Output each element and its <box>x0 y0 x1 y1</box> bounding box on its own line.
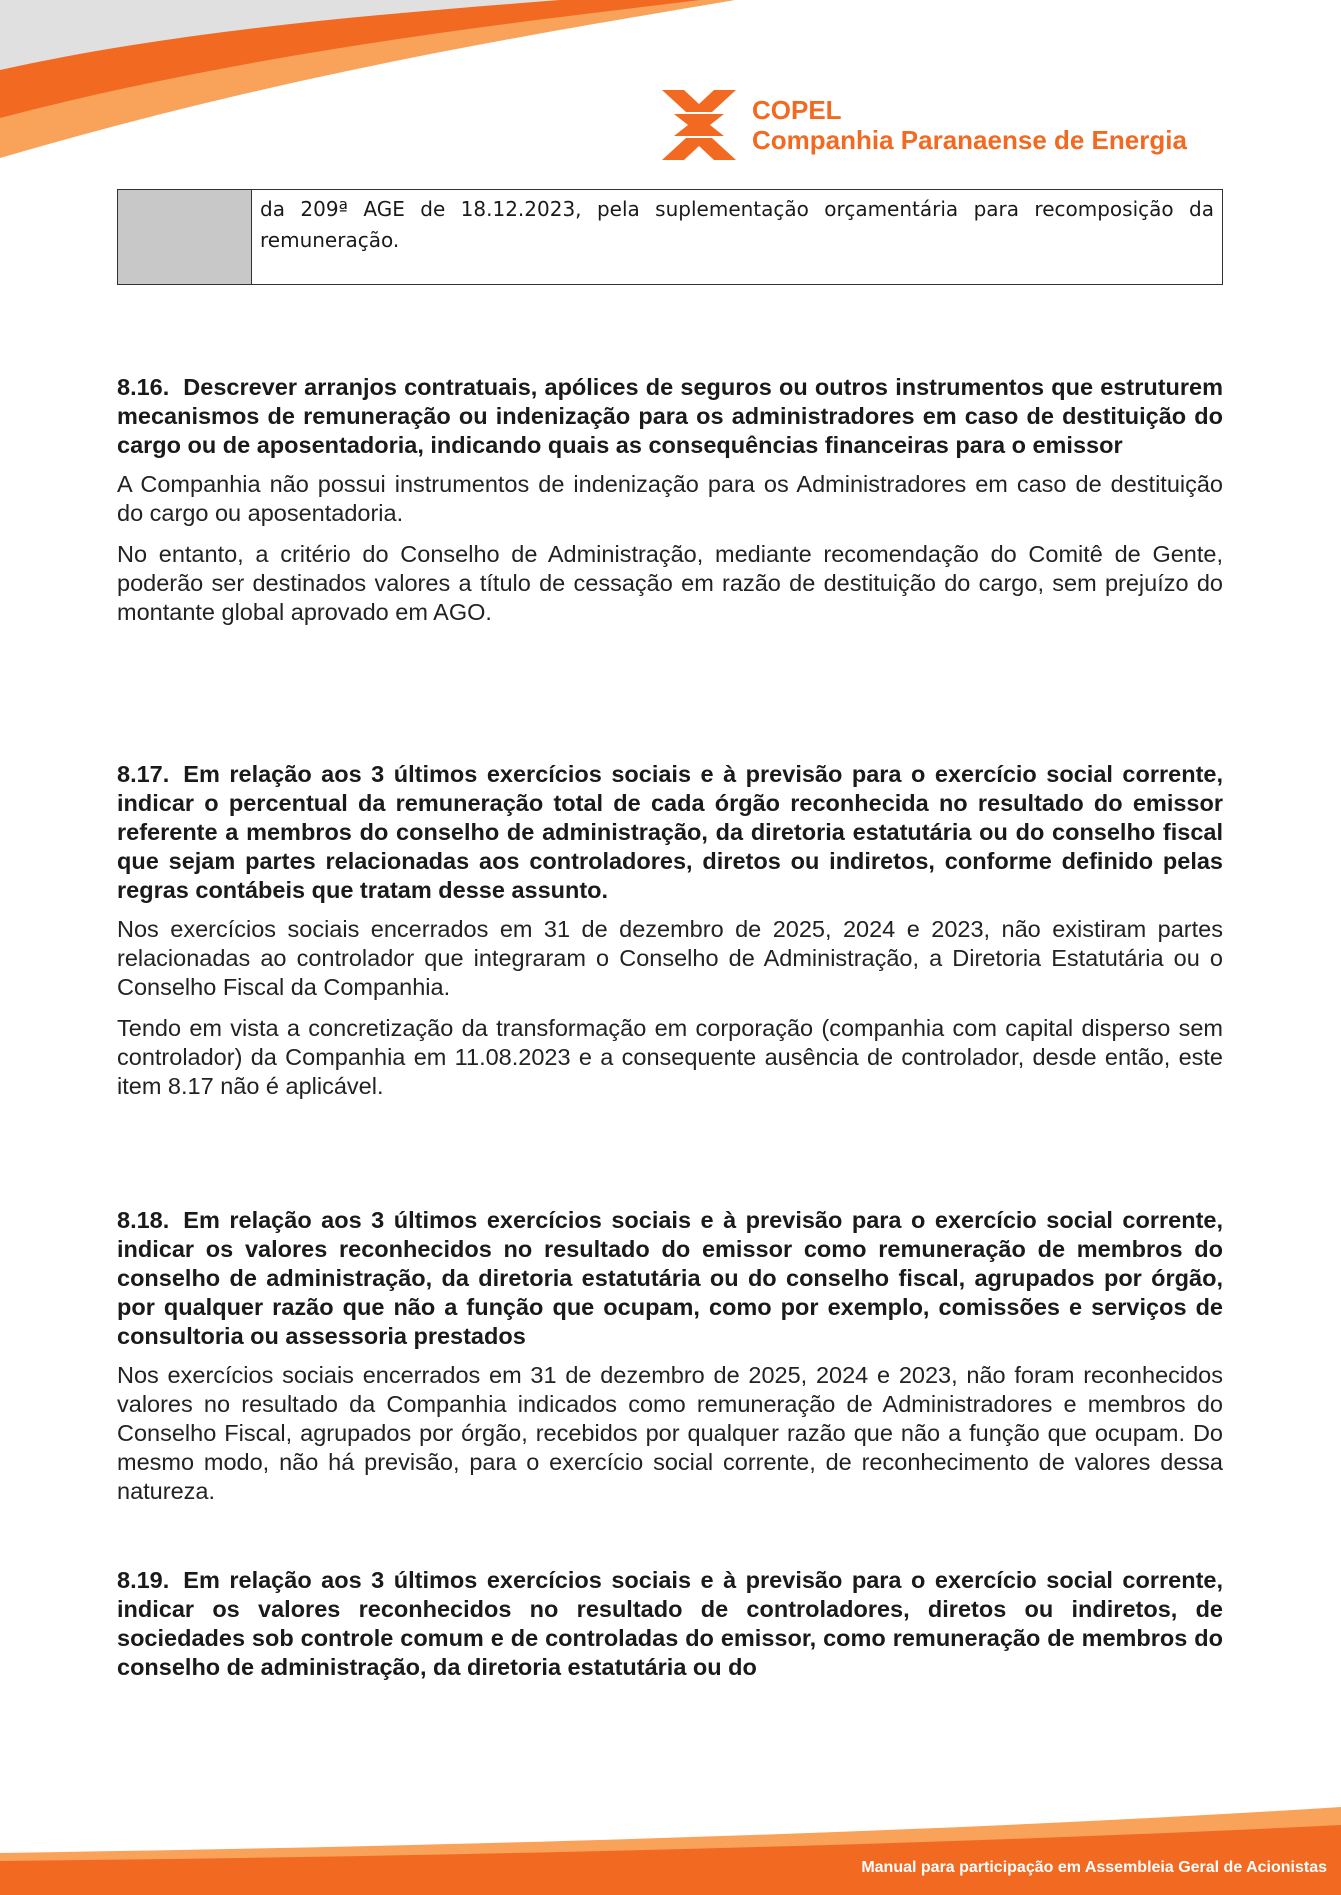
section-title: Descrever arranjos contratuais, apólices de seguros ou outros instrumentos que estruturem mecanismos de remuneração ou indenização para os administradores em caso de destituição do cargo ou de aposentadoria, indicando quais as consequências financeiras para o emissor <box>117 374 1223 458</box>
footer-text: Manual para participação em Assembleia Geral de Acionistas <box>861 1859 1327 1876</box>
section-heading <box>117 760 1223 905</box>
section-8-16 <box>117 373 1223 627</box>
section-heading <box>117 373 1223 460</box>
table-gray-cell <box>118 190 252 284</box>
footer-swoosh-decoration <box>0 1795 1341 1895</box>
section-number: 8.17. <box>117 761 170 787</box>
section-paragraph: Tendo em vista a concretização da transformação em corporação (companhia com capital disperso sem controlador) da Companhia em 11.08.2023 e a consequente ausência de controlador, desde então, este item 8.17 não é aplicável. <box>117 1015 1223 1099</box>
copel-logo <box>662 88 1187 162</box>
logo-subtitle: Companhia Paranaense de Energia <box>752 125 1187 155</box>
section-paragraph: Nos exercícios sociais encerrados em 31 de dezembro de 2025, 2024 e 2023, não existiram partes relacionadas ao controlador que integraram o Conselho de Administração, a Diretoria Estatutária ou o Conselho Fiscal da Companhia. <box>117 916 1223 1000</box>
section-8-19 <box>117 1566 1223 1682</box>
section-paragraph: A Companhia não possui instrumentos de indenização para os Administradores em caso de destituição do cargo ou aposentadoria. <box>117 471 1223 526</box>
section-title: Em relação aos 3 últimos exercícios sociais e à previsão para o exercício social corrente, indicar o percentual da remuneração total de cada órgão reconhecida no resultado do emissor referente a membros do conselho de administração, da diretoria estatutária ou do conselho fiscal que sejam partes relacionadas aos controladores, diretos ou indiretos, conforme definido pelas regras contábeis que tratam desse assunto. <box>117 761 1223 903</box>
copel-logo-mark-icon <box>662 88 736 162</box>
section-8-18 <box>117 1206 1223 1506</box>
section-number: 8.19. <box>117 1567 170 1593</box>
section-title: Em relação aos 3 últimos exercícios sociais e à previsão para o exercício social corrente, indicar os valores reconhecidos no resultado do emissor como remuneração de membros do conselho de administração, da diretoria estatutária ou do conselho fiscal, agrupados por órgão, por qualquer razão que não a função que ocupam, como por exemplo, comissões e serviços de consultoria ou assessoria prestados <box>117 1207 1223 1349</box>
section-title: Em relação aos 3 últimos exercícios sociais e à previsão para o exercício social corrente, indicar os valores reconhecidos no resultado de controladores, diretos ou indiretos, de sociedades sob controle comum e de controladas do emissor, como remuneração de membros do conselho de administração, da diretoria estatutária ou do <box>117 1567 1223 1680</box>
table-fragment <box>117 189 1223 285</box>
table-fragment-text: da 209ª AGE de 18.12.2023, pela suplementação orçamentária para recomposição da remuneração. <box>260 197 1214 252</box>
section-heading <box>117 1206 1223 1351</box>
section-8-17 <box>117 760 1223 1101</box>
section-heading <box>117 1566 1223 1682</box>
section-number: 8.18. <box>117 1207 170 1233</box>
section-number: 8.16. <box>117 374 170 400</box>
logo-name: COPEL <box>752 95 842 125</box>
section-paragraph: Nos exercícios sociais encerrados em 31 de dezembro de 2025, 2024 e 2023, não foram reconhecidos valores no resultado da Companhia indicados como remuneração de Administradores e membros do Conselho Fiscal, agrupados por órgão, recebidos por qualquer razão que não a função que ocupam. Do mesmo modo, não há previsão, para o exercício social corrente, de reconhecimento de valores dessa natureza. <box>117 1362 1223 1504</box>
section-paragraph: No entanto, a critério do Conselho de Administração, mediante recomendação do Comitê de Gente, poderão ser destinados valores a título de cessação em razão de destituição do cargo, sem prejuízo do montante global aprovado em AGO. <box>117 541 1223 625</box>
